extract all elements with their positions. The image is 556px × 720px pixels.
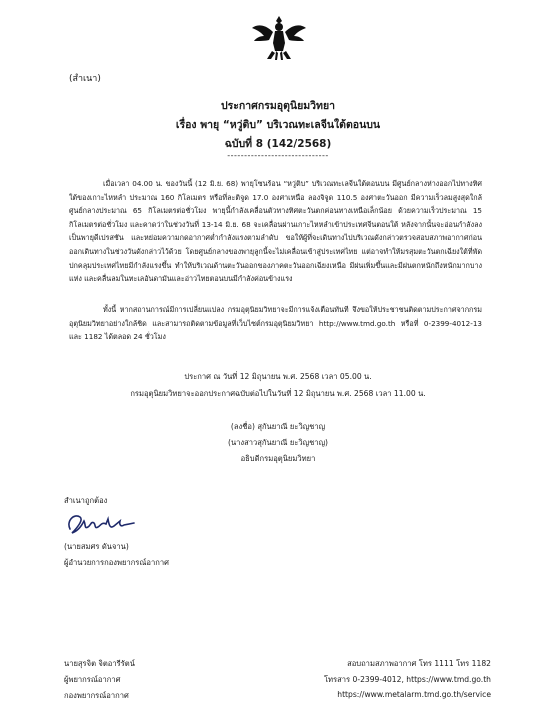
certified-label: สำเนาถูกต้อง [64, 496, 108, 505]
footer-contact-fax: โทรสาร 0-2399-4012, https://www.tmd.go.th [323, 675, 491, 684]
footer-forecaster-division: กองพยากรณ์อากาศ [64, 691, 129, 700]
director-signed: (ลงชื่อ) สุกันยาณี ยะวิญชาญ [230, 422, 326, 431]
announcement-title: ประกาศกรมอุตุนิยมวิทยา [220, 100, 336, 112]
copy-mark: (สำเนา) [69, 74, 101, 84]
director-name: (นางสาวสุกันยาณี ยะวิญชาญ) [228, 438, 328, 447]
body-paragraph-2 [69, 303, 482, 344]
body-paragraph-1 [69, 177, 482, 286]
garuda-emblem-icon [251, 14, 307, 62]
footer-service-link[interactable]: https://www.metalarm.tmd.go.th/service [337, 690, 491, 699]
body-paragraph-1-text: เมื่อเวลา 04.00 น. ของวันนี้ (12 มิ.ย. 68) พายุโซนร้อน “หวู่ติบ” บริเวณทะเลจีนใต้ตอนบน มีศูนย์กลางห่างออกไปทางทิศใต้ของเกาะไหหลำ ประมาณ 160 กิโลเมตร หรือที่ละติจูด 17.0 องศาเหนือ ลองจิจูด 110.5 องศาตะวันออก มีความเร็วลมสูงสุดใกล้ศูนย์กลางประมาณ 65 กิโลเมตรต่อชั่วโมง พายุนี้กำลังเคลื่อนตัวทางทิศตะวันตกค่อนทางเหนือเล็กน้อย ด้วยความเร็วประมาณ 15 กิโลเมตรต่อชั่วโมง และคาดว่าในช่วงวันที่ 13-14 มิ.ย. 68 จะเคลื่อนผ่านเกาะไหหลำเข้าประเทศจีนตอนใต้ หลังจากนั้นจะอ่อนกำลังลงเป็นพายุดีเปรสชัน และหย่อมความกดอากาศต่ำกำลังแรงตามลำดับ ขอให้ผู้ที่จะเดินทางไปบริเวณดังกล่าวตรวจสอบสภาพอากาศก่อนออกเดินทางในช่วงวันดังกล่าวไว้ด้วย โดยศูนย์กลางของพายุลูกนี้จะไม่เคลื่อนเข้าสู่ประเทศไทย แต่อาจทำให้มรสุมตะวันตกเฉียงใต้ที่พัดปกคลุมประเทศไทยมีกำลังแรงขึ้น ทำให้บริเวณด้านตะวันออกของภาคตะวันออกเฉียงเหนือ มีฝนเพิ่มขึ้นและมีฝนตกหนักถึงหนักมากบางแห่ง และคลื่นลมในทะเลอันดามันและอ่าวไทยตอนบนมีกำลังค่อนข้างแรง [69, 179, 482, 284]
director-position: อธิบดีกรมอุตุนิยมวิทยา [240, 454, 316, 463]
body-paragraph-2-text: ทั้งนี้ หากสถานการณ์มีการเปลี่ยนแปลง กรมอุตุนิยมวิทยาจะมีการแจ้งเตือนทันที จึงขอให้ประชาชนติดตามประกาศจากกรมอุตุนิยมวิทยาอย่างใกล้ชิด และสามารถติดตามข้อมูลที่เว็บไซต์กรมอุตุนิยมวิทยา http://www.tmd.go.th หรือที่ 0-2399-4012-13 และ 1182 ได้ตลอด 24 ชั่วโมง [69, 305, 482, 342]
footer-forecaster-role: ผู้พยากรณ์อากาศ [64, 675, 121, 684]
announcement-subject: เรื่อง พายุ “หวู่ติบ” บริเวณทะเลจีนใต้ตอนบน [175, 119, 381, 131]
announced-date: ประกาศ ณ วันที่ 12 มิถุนายน พ.ศ. 2568 เวลา 05.00 น. [184, 372, 372, 381]
footer-forecaster-name: นายสุรจิต จิตอารีรัตน์ [64, 659, 135, 668]
separator-line: ------------------------------ [227, 151, 329, 160]
handwritten-signature-icon [64, 507, 136, 537]
next-notice: กรมอุตุนิยมวิทยาจะออกประกาศฉบับต่อไปในวันที่ 12 มิถุนายน พ.ศ. 2568 เวลา 11.00 น. [130, 389, 426, 398]
certifier-name: (นายสมศร ดันจาน) [64, 542, 129, 551]
announcement-issue: ฉบับที่ 8 (142/2568) [224, 138, 332, 150]
footer-contact-phone: สอบถามสภาพอากาศ โทร 1111 โทร 1182 [347, 659, 491, 668]
certifier-position: ผู้อำนวยการกองพยากรณ์อากาศ [64, 558, 169, 567]
